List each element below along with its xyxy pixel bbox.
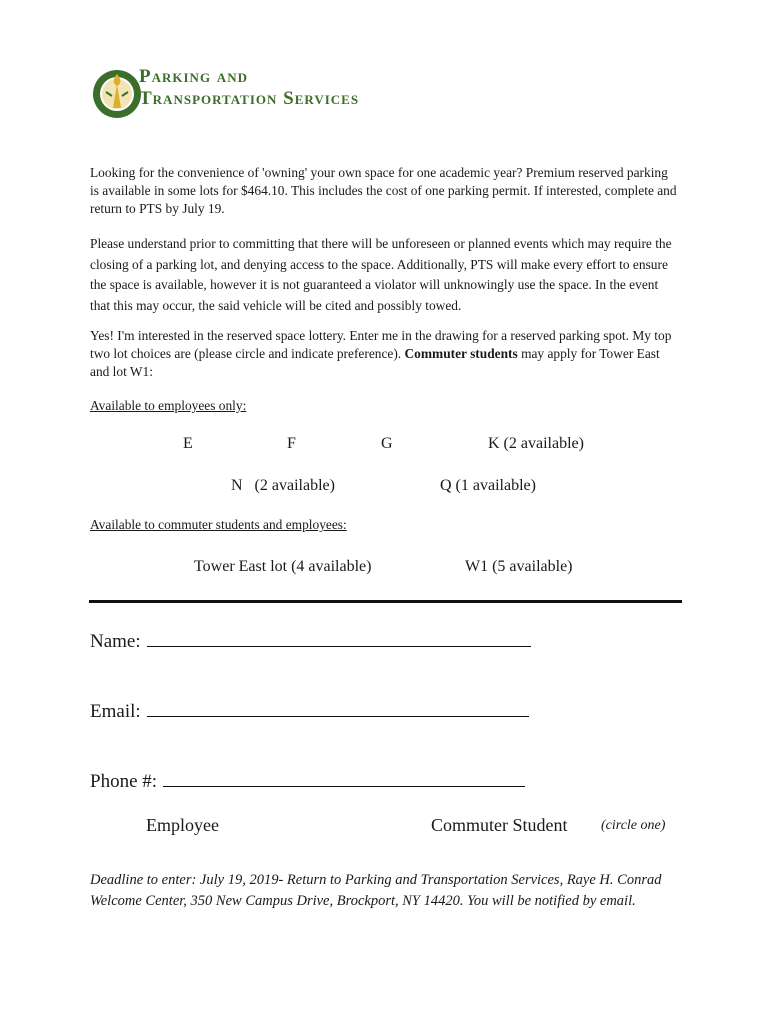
lot-option-w1[interactable]: W1 (5 available) xyxy=(465,558,573,575)
intro-p3-start: Yes! I'm interested in the reserved space lottery. Enter me in the drawing for a reserved parking spot. My top two lot choices are (please circle and indicate preference). xyxy=(90,328,672,361)
intro-paragraph-1: Looking for the convenience of 'owning' your own space for one academic year? Premium reserved parking is available in some lots for $464.10. This includes the cost of one parking permit. If interested, complete and return to PTS by July 19. xyxy=(90,165,677,216)
section-divider xyxy=(89,600,682,603)
org-name-line1: Parking and xyxy=(139,66,248,87)
circle-one-note: (circle one) xyxy=(601,818,666,833)
lot-option-f[interactable]: F xyxy=(287,435,296,452)
email-label: Email: xyxy=(90,701,141,722)
lot-option-k[interactable]: K (2 available) xyxy=(488,435,584,452)
phone-label: Phone #: xyxy=(90,771,158,792)
status-option-employee[interactable]: Employee xyxy=(146,815,219,835)
org-name-line2: Transportation Services xyxy=(139,88,360,109)
commuter-employees-label: Available to commuter students and employees: xyxy=(90,517,347,532)
deadline-notice: Deadline to enter: July 19, 2019- Return to Parking and Transportation Services, Raye H. Conrad Welcome Center, 350 New Campus Drive, Brockport, NY 14420. You will be notified by email. xyxy=(90,872,662,909)
intro-paragraph-2: Please understand prior to committing that there will be unforeseen or planned events which may require the closing of a parking lot, and denying access to the space. Additionally, PTS will make every effort to ensure the space is available, however it is not guaranteed a violator will unknowingly use the space. In the event that this may occur, the said vehicle will be cited and possibly towed. xyxy=(90,236,672,313)
intro-paragraph-3 xyxy=(90,327,680,381)
name-label: Name: xyxy=(90,631,141,652)
lot-option-e[interactable]: E xyxy=(183,435,193,452)
intro-p3-end: may apply for Tower East and lot W1: xyxy=(90,346,660,379)
lot-option-q[interactable]: Q (1 available) xyxy=(440,477,536,494)
status-option-commuter[interactable]: Commuter Student xyxy=(431,815,568,835)
name-field[interactable] xyxy=(90,628,531,653)
commuter-students-bold: Commuter students xyxy=(404,346,518,361)
phone-input-line[interactable] xyxy=(163,768,525,787)
lot-option-n[interactable]: N (2 available) xyxy=(231,477,335,494)
name-input-line[interactable] xyxy=(147,628,531,647)
employees-only-label: Available to employees only: xyxy=(90,398,247,413)
phone-field[interactable] xyxy=(90,768,525,793)
lot-option-tower-east[interactable]: Tower East lot (4 available) xyxy=(194,558,372,575)
email-field[interactable] xyxy=(90,698,529,723)
email-input-line[interactable] xyxy=(147,698,529,717)
lot-option-g[interactable]: G xyxy=(381,435,393,452)
org-name xyxy=(139,66,359,110)
